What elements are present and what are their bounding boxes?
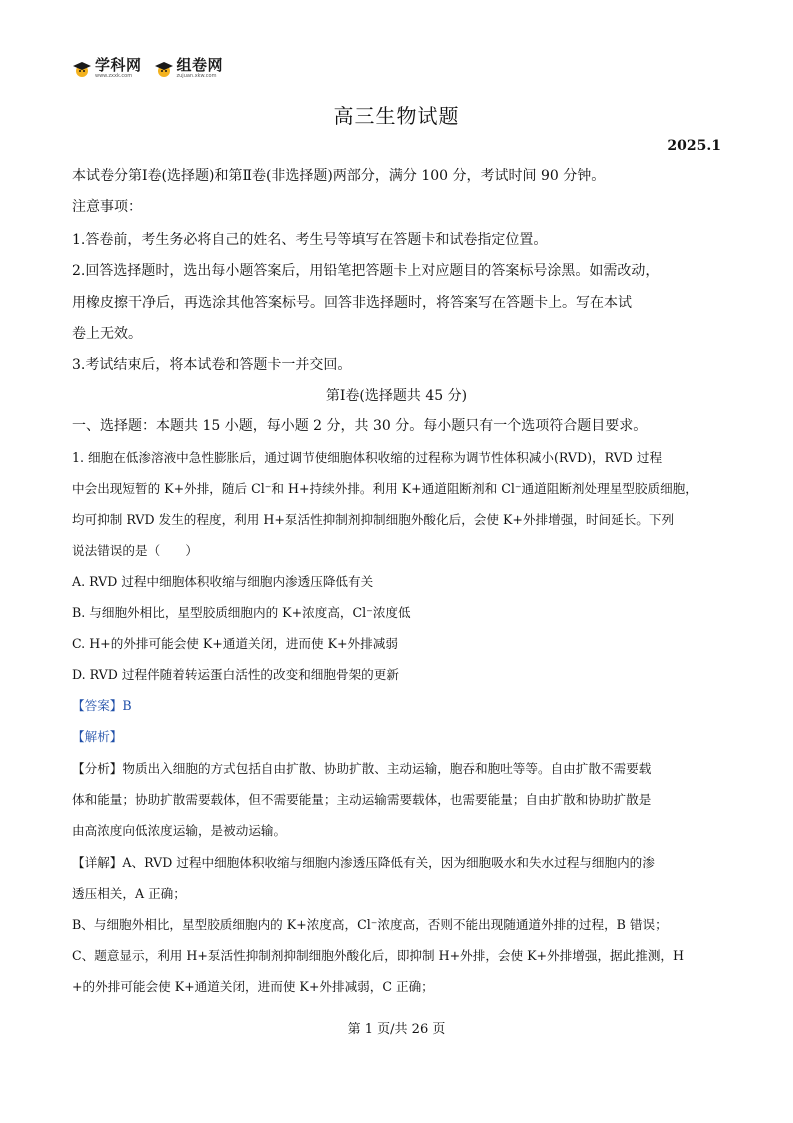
option-a: A. RVD 过程中细胞体积收缩与细胞内渗透压降低有关 <box>72 574 374 589</box>
logo-url: www.zxxk.com <box>95 73 133 79</box>
question-line: 1. 细胞在低渗溶液中急性膨胀后，通过调节使细胞体积收缩的过程称为调节性体积减小(RVD)，RVD 过程 <box>72 450 663 465</box>
zujuanwang-logo <box>154 58 224 79</box>
exam-date: 2025.1 <box>667 138 721 154</box>
option-b: B. 与细胞外相比，星型胶质细胞内的 K+浓度高，Cl⁻浓度低 <box>72 605 411 620</box>
question-line: 均可抑制 RVD 发生的程度，利用 H+泵活性抑制剂抑制细胞外酸化后，会使 K+外排增强，时间延长。下列 <box>72 512 675 527</box>
page-number: 第 1 页/共 26 页 <box>347 1022 446 1037</box>
graduate-cap-icon <box>154 60 174 78</box>
notice-line: 3.考试结束后，将本试卷和答题卡一并交回。 <box>72 357 352 373</box>
question-line: 说法错误的是（ ） <box>72 543 198 558</box>
answer-label: 【答案】B <box>72 698 132 713</box>
graduate-cap-icon <box>72 60 92 78</box>
analysis-line: 体和能量；协助扩散需要载体，但不需要能量；主动运输需要载体，也需要能量；自由扩散和协助扩散是 <box>72 792 652 807</box>
option-c: C. H+的外排可能会使 K+通道关闭，进而使 K+外排减弱 <box>72 636 398 651</box>
detail-line: +的外排可能会使 K+通道关闭，进而使 K+外排减弱，C 正确； <box>72 979 434 994</box>
logo-name: 组卷网 <box>176 56 224 74</box>
xuekewang-logo <box>72 58 142 79</box>
question-line: 中会出现短暂的 K+外排，随后 Cl⁻和 H+持续外排。利用 K+通道阻断剂和 Cl⁻通道阻断剂处理星型胶质细胞， <box>72 481 698 496</box>
section-title: 第Ⅰ卷(选择题共 45 分) <box>325 388 468 404</box>
analysis-label: 【解析】 <box>72 729 123 744</box>
detail-line: 透压相关，A 正确； <box>72 886 186 901</box>
intro-text: 本试卷分第Ⅰ卷(选择题)和第Ⅱ卷(非选择题)两部分，满分 100 分，考试时间 90 分钟。 <box>72 168 606 184</box>
document-title: 高三生物试题 <box>333 104 460 128</box>
notice-line: 用橡皮擦干净后，再选涂其他答案标号。回答非选择题时，将答案写在答题卡上。写在本试 <box>72 295 632 311</box>
part-heading: 一、选择题：本题共 15 小题，每小题 2 分，共 30 分。每小题只有一个选项符合题目要求。 <box>72 418 648 434</box>
notice-heading: 注意事项： <box>72 199 142 215</box>
notice-line: 2.回答选择题时，选出每小题答案后，用铅笔把答题卡上对应题目的答案标号涂黑。如需改动， <box>72 263 660 279</box>
detail-line: B、与细胞外相比，星型胶质细胞内的 K+浓度高，Cl⁻浓度高，否则不能出现随通道外排的过程，B 错误； <box>72 917 668 932</box>
notice-line: 卷上无效。 <box>72 326 142 342</box>
analysis-line: 由高浓度向低浓度运输，是被动运输。 <box>72 823 287 838</box>
analysis-line: 【分析】物质出入细胞的方式包括自由扩散、协助扩散、主动运输，胞吞和胞吐等等。自由扩散不需要载 <box>72 761 652 776</box>
notice-line: 1.答卷前，考生务必将自己的姓名、考生号等填写在答题卡和试卷指定位置。 <box>72 232 548 248</box>
logo-name: 学科网 <box>95 56 142 74</box>
header-logos <box>72 58 223 79</box>
detail-line: C、题意显示，利用 H+泵活性抑制剂抑制细胞外酸化后，即抑制 H+外排，会使 K+外排增强，据此推测，H <box>72 948 685 963</box>
logo-url: zujuan.xkw.com <box>176 73 217 79</box>
detail-line: 【详解】A、RVD 过程中细胞体积收缩与细胞内渗透压降低有关，因为细胞吸水和失水过程与细胞内的渗 <box>72 855 655 870</box>
option-d: D. RVD 过程伴随着转运蛋白活性的改变和细胞骨架的更新 <box>72 667 399 682</box>
